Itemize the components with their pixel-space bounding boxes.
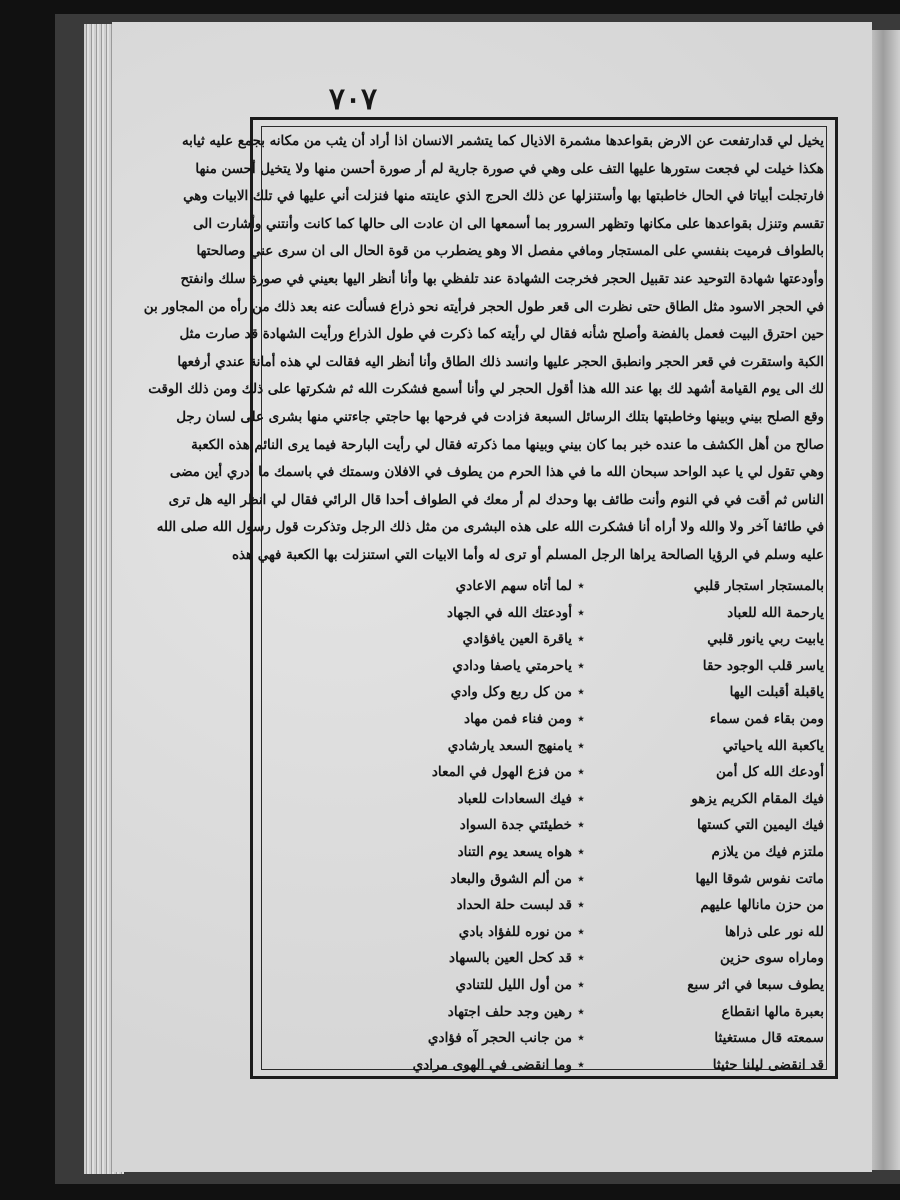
- verse-second-hemistich: هواه يسعد يوم التناد: [457, 843, 572, 860]
- poem-verse: [264, 866, 824, 893]
- verse-second-hemistich: من جانب الحجر آه فؤادي: [427, 1030, 572, 1047]
- verse-second-hemistich: قد كحل العين بالسهاد: [449, 950, 572, 967]
- verse-first-hemistich: بالمستجار استجار قلبي: [693, 578, 824, 594]
- poem-verse: [264, 919, 824, 946]
- verse-second-hemistich: رهين وجد حلف اجتهاد: [447, 1003, 572, 1020]
- verse-first-hemistich: ملتزم فيك من يلازم: [711, 843, 824, 860]
- poem-verse: [264, 999, 824, 1026]
- prose-line: الكبة واستقرت في قعر الحجر وانطبق الحجر عليها وانسد ذلك الطاق وأنا أنظر اليه فقالت لي هذه أمانة عندي أرفعها: [177, 353, 824, 370]
- poem-verse: [264, 839, 824, 866]
- verse-first-hemistich: وماراه سوى حزين: [719, 950, 824, 967]
- verse-first-hemistich: يطوف سبعا في اثر سبع: [687, 976, 824, 993]
- verse-first-hemistich: من حزن مانالها عليهم: [700, 897, 824, 914]
- poem-verse: [264, 573, 824, 600]
- verse-first-hemistich: ماتت نفوس شوقا اليها: [695, 870, 824, 887]
- poem-verse: [264, 759, 824, 786]
- prose-line: تقسم وتنزل بقواعدها على مكانها وتظهر السرور بما أسمعها الى ان عادت الى حالها كما كانت وأنتني وأشارت الى: [193, 215, 824, 232]
- poem-verse: [264, 1025, 824, 1052]
- verse-separator-mark: ٭: [578, 951, 584, 965]
- verse-separator-mark: ٭: [578, 738, 584, 752]
- prose-line: صالح من أهل الكشف ما عنده خبر بما كان بيني وبينها مما ذكرته فقال لي رأيت البارحة فيما يرى النائم هذه الكعبة: [191, 436, 824, 453]
- verse-separator-mark: ٭: [578, 1031, 584, 1045]
- prose-line: يخيل لي قدارتفعت عن الارض بقواعدها مشمرة الاذيال كما يتشمر الانسان اذا أراد أن يثب من مكانه بجمع عليه ثيابه: [182, 133, 824, 149]
- poem-verse: [264, 626, 824, 653]
- verse-separator-mark: ٭: [578, 791, 584, 805]
- poem-verse: [264, 892, 824, 919]
- verse-separator-mark: ٭: [578, 658, 584, 672]
- verse-second-hemistich: من فزع الهول في المعاد: [431, 764, 572, 781]
- verse-second-hemistich: من ألم الشوق والبعاد: [450, 870, 572, 887]
- verse-separator-mark: ٭: [578, 818, 584, 832]
- verse-separator-mark: ٭: [578, 871, 584, 885]
- prose-line: الناس ثم أقت في في النوم وأنت طائف بها وحدك لم أر معك في الطواف أحدا قال الرائي فقال لي انظر اليه هل ترى: [168, 491, 824, 508]
- verse-second-hemistich: من نوره للفؤاد بادي: [458, 923, 572, 940]
- verse-second-hemistich: ياقرة العين يافؤادي: [462, 631, 572, 648]
- verse-separator-mark: ٭: [578, 685, 584, 699]
- verse-first-hemistich: أودعك الله كل أمن: [715, 764, 824, 781]
- poem-verse: [264, 600, 824, 627]
- verse-first-hemistich: ياقبلة أقبلت اليها: [729, 684, 824, 701]
- prose-line: في الحجر الاسود مثل الطاق حتى نظرت الى قعر طول الحجر فرأيته نحو ذراع فسألت عنه بعد ذلك من رأه من المجاور بن: [143, 298, 824, 315]
- prose-line: حين احترق البيت فعمل بالفضة وأصلح شأنه فقال لي رأيته كما ذكرت في طول الذراع ورأيت الشهادة قد صارت مثل: [179, 326, 824, 343]
- poem-verse: [264, 786, 824, 813]
- poem-verse: [264, 1052, 824, 1079]
- verse-first-hemistich: يابيت ربي يانور قلبي: [707, 631, 824, 648]
- verse-first-hemistich: بعبرة مالها انقطاع: [721, 1003, 824, 1020]
- verse-first-hemistich: سمعته قال مستغيثا: [714, 1030, 824, 1047]
- verse-separator-mark: ٭: [578, 765, 584, 779]
- poem-verse: [264, 945, 824, 972]
- prose-line: وهي تقول لي يا عبد الواحد سبحان الله ما في هذا الحرم من يطوف في الافلان وسمتك في باسمك ما أدري أين مضى: [169, 464, 824, 481]
- prose-line: هكذا خيلت لي فجعت ستورها عليها التف على وهي في صورة جارية لم أر صورة أحسن منها ولا يتخيل أحسن منها: [195, 160, 824, 177]
- verse-first-hemistich: ياكعبة الله ياحياتي: [722, 737, 824, 754]
- verse-second-hemistich: خطيئتي جدة السواد: [459, 817, 572, 834]
- verse-separator-mark: ٭: [578, 924, 584, 938]
- verse-second-hemistich: من أول الليل للتنادي: [455, 976, 572, 993]
- verse-second-hemistich: من كل ربع وكل وادي: [450, 684, 572, 701]
- poem-verse: [264, 812, 824, 839]
- verse-first-hemistich: قد انقضى ليلنا حثيثا: [712, 1056, 824, 1073]
- prose-line: وقع الصلح بيني وبينها وخاطبتها بتلك الرسائل السبعة فزادت في فرحها بها حاجتي جاءتني منها بشرى على لسان رجل: [176, 408, 824, 425]
- prose-line: في طائفا آخر ولا والله ولا أراه أنا فشكرت الله على هذه البشرى من مثل ذلك الرجل وتذكرت قول رسول الله صلى الله: [156, 519, 824, 536]
- page-number: ٧٠٧: [328, 82, 378, 117]
- verse-separator-mark: ٭: [578, 605, 584, 619]
- poem-verse: [264, 972, 824, 999]
- prose-block: [143, 128, 824, 570]
- verse-separator-mark: ٭: [578, 632, 584, 646]
- verse-separator-mark: ٭: [578, 711, 584, 725]
- verse-second-hemistich: فيك السعادات للعباد: [457, 790, 572, 807]
- verse-second-hemistich: ياحرمتي ياصفا ودادي: [452, 657, 572, 674]
- verse-separator-mark: ٭: [578, 844, 584, 858]
- prose-line: عليه وسلم في الرؤيا الصالحة يراها الرجل المسلم أو ترى له وأما الابيات التي استنزلت بها الكعبة فهي هذه: [231, 546, 824, 563]
- verse-second-hemistich: لما أتاه سهم الاعادي: [455, 578, 572, 594]
- verse-separator-mark: ٭: [578, 977, 584, 991]
- poem-verse: [264, 653, 824, 680]
- verse-second-hemistich: يامنهج السعد يارشادي: [447, 737, 572, 754]
- verse-separator-mark: ٭: [578, 1057, 584, 1071]
- verse-first-hemistich: يارحمة الله للعباد: [727, 604, 824, 621]
- verse-first-hemistich: فيك اليمين التي كستها: [696, 817, 824, 834]
- prose-line: فارتجلت أبياتا في الحال خاطبتها بها وأستنزلها عن ذلك الحرج الذي عاينته منها فنزلت أني عليها في تلك الابيات وهي: [183, 188, 824, 205]
- verse-first-hemistich: ياسر قلب الوجود حقا: [702, 657, 824, 674]
- poem-verse: [264, 733, 824, 760]
- verse-second-hemistich: ومن فناء فمن مهاد: [464, 710, 572, 727]
- prose-line: بالطواف فرميت بنفسي على المستجار ومافي مفصل الا وهو يضطرب من قوة الحال الى ان سرى عني وصالحتها: [196, 243, 824, 260]
- verse-second-hemistich: أودعتك الله في الجهاد: [447, 604, 572, 621]
- prose-line: لك الى يوم القيامة أشهد لك بها عند الله هذا أقول الحجر لي وأنا أسمع فشكرت الله ثم شكرتها على ذلك ومن ذلك الوقت: [148, 381, 824, 398]
- poem-verse: [264, 679, 824, 706]
- verse-first-hemistich: ومن بقاء فمن سماء: [709, 710, 824, 727]
- prose-line: وأودعتها شهادة التوحيد عند تقبيل الحجر فخرجت الشهادة عند تلفظي بها وأنا أنظر اليها بعيني في صورة سلك وانفتح: [180, 270, 824, 287]
- verse-separator-mark: ٭: [578, 1004, 584, 1018]
- verse-first-hemistich: فيك المقام الكريم يزهو: [691, 790, 824, 807]
- poem-verse: [264, 706, 824, 733]
- page-edges-right: [872, 30, 900, 1170]
- poem-block: [264, 573, 824, 1078]
- verse-separator-mark: ٭: [578, 898, 584, 912]
- verse-second-hemistich: قد لبست حلة الحداد: [456, 897, 572, 914]
- verse-first-hemistich: لله نور على ذراها: [724, 923, 824, 940]
- verse-separator-mark: ٭: [578, 579, 584, 592]
- verse-second-hemistich: وما انقضى في الهوى مرادي: [412, 1056, 572, 1073]
